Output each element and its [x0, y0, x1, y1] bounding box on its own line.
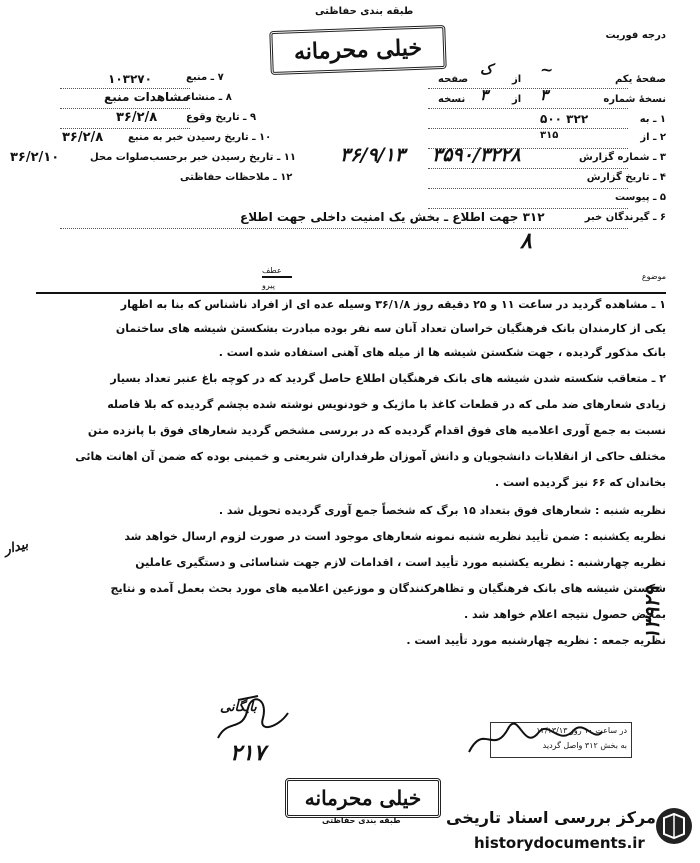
field-copy-of: از [512, 94, 522, 105]
body-line: بمحض حصول نتیجه اعلام خواهد شد . [464, 608, 666, 621]
handwritten-signature [208, 688, 298, 748]
watermark-title: مرکز بررسی اسناد تاریخی [446, 808, 656, 827]
signature-scribble [464, 712, 604, 762]
body-line: بانک مذکور گردیده ، جهت شکستن شیشه ها از میله های آهنی استفاده شده است . [218, 346, 666, 359]
classification-label: طبقه بندی حفاظتی [315, 6, 414, 17]
field-from-label: ۲ ـ از [640, 132, 666, 143]
body-line: ۲ ـ متعاقب شکسته شدن شیشه های بانک فرهنگیان اطلاع حاصل گردید که در کوچه باغ عنبر تعداد بسیار [110, 372, 666, 385]
field-page-label: صفحهٔ یکم [614, 74, 666, 85]
receipt-stamp-line1: در ساعت ۱۰ روز ۱۳/۱۳/۱۳ [536, 726, 627, 735]
atf-label: عطف [262, 266, 282, 275]
peyro-label: پیرو [262, 281, 275, 290]
field-copy-unit: نسخه [438, 94, 466, 105]
copy-mark-2: ۳ [480, 86, 489, 104]
field-source-value: ۱۰۳۲۷۰ [108, 72, 152, 86]
body-line: نظریه جمعه : نظریه چهارشنبه مورد تأیید است . [406, 634, 666, 647]
margin-note: بیدار [2, 537, 30, 558]
body-line: نظریه یکشنبه : ضمن تأیید نظریه شنبه نمونه شعارهای موجود است در صورت لزوم ارسال خواهد شد [124, 530, 666, 543]
body-line: یکی از کارمندان بانک فرهنگیان خراسان تعداد آنان سه نفر بوده مبادرت بشکستن شیشه های ساختمان [115, 322, 666, 335]
field-source-label: ۷ ـ منبع [186, 72, 224, 83]
field-report-date-value: ۳۶/۹/۱۳ [340, 144, 405, 166]
field-report-number-label: ۳ ـ شماره گزارش [579, 152, 666, 163]
subject-label: موضوع [641, 272, 666, 281]
field-attachment-label: ۵ ـ پیوست [614, 192, 666, 203]
page-mark: ~ [540, 60, 554, 79]
field-to-label: ۱ ـ به [639, 114, 666, 125]
field-report-date-label: ۴ ـ تاریخ گزارش [586, 172, 666, 183]
field-received-date-label: ۱۰ ـ تاریخ رسیدن خبر به منبع [128, 132, 272, 143]
field-copy-label: نسخهٔ شماره [603, 94, 666, 105]
field-origin-label: ۸ ـ منشاء [186, 92, 232, 103]
field-from-value: ۳۱۵ [540, 130, 559, 141]
signature-note: بایگانی [220, 700, 257, 715]
priority-label: درجه فوریت [605, 30, 666, 41]
margin-number: ۱۳۹۲۹ [640, 586, 664, 640]
bottom-stamp-caption: طبقه بندی حفاظتی [322, 816, 401, 825]
body-line: بخاندان که ۶۶ نیز گردیده است . [494, 476, 666, 489]
classified-stamp-top: خیلی محرمانه [269, 25, 446, 75]
watermark-url: historydocuments.ir [474, 834, 645, 852]
field-report-number-value: ۳۵۹۰/۳۲۲۸ [432, 144, 521, 166]
field-occurrence-date-value: ۳۶/۲/۸ [116, 110, 158, 125]
field-recipients-value: ۳۱۲ جهت اطلاع ـ بخش یک امنیت داخلی جهت اطلاع [240, 210, 545, 224]
body-line: شکستن شیشه های بانک فرهنگیان و تظاهرکنندگان و موزعین اعلامیه های مورد بحث بعمل آمده و نتایج [110, 582, 666, 595]
handwritten-8: ۸ [520, 228, 532, 254]
page-mark-2: ک [480, 62, 493, 78]
field-received-date-value: ۳۶/۲/۸ [62, 130, 104, 145]
body-line: زیادی شعارهای ضد ملی که در قطعات کاغذ با ماژیک و خودنویس نوشته شده بچشم گردیده که بلا فاصله [107, 398, 666, 411]
handwritten-217: ۲۱۷ [230, 740, 266, 766]
field-recipients-label: ۶ ـ گیرندگان خبر [584, 212, 666, 223]
archive-logo-icon [656, 808, 692, 844]
copy-mark: ۳ [540, 86, 549, 104]
body-line: نظریه چهارشنبه : نظریه یکشنبه مورد تأیید است ، اقدامات لازم جهت شناسائی و دستگیری عاملین [135, 556, 666, 569]
body-line: نسبت به جمع آوری اعلامیه های فوق اقدام گردیده که در بررسی مشخص گردید شعارهای فوق با پانزده متن [87, 424, 666, 437]
field-local-date-label: ۱۱ ـ تاریخ رسیدن خبر برحسب‌صلوات محل [90, 152, 297, 163]
field-to-value: ۳۲۲ ۵۰۰ [540, 112, 589, 126]
field-occurrence-date-label: ۹ ـ تاریخ وقوع [186, 112, 257, 123]
field-security-notes-label: ۱۲ ـ ملاحظات حفاظتی [180, 172, 293, 183]
classified-stamp-bottom: خیلی محرمانه [285, 778, 441, 818]
field-origin-value: مشاهدات منبع [104, 90, 190, 104]
body-line: ۱ ـ مشاهده گردید در ساعت ۱۱ و ۲۵ دقیقه روز ۳۶/۱/۸ وسیله عده ای از افراد ناشناس که بنا به اظهار [120, 298, 666, 311]
field-page-of: از [512, 74, 522, 85]
body-line: نظریه شنبه : شعارهای فوق بتعداد ۱۵ برگ که شخصاً جمع آوری گردیده تحویل شد . [218, 504, 666, 517]
body-line: مختلف حاکی از انقلابات دانشجویان و دانش آموزان طرفداران شریعتی و خمینی بوده که ضمن آن اهانت هائی [75, 450, 666, 463]
field-page-unit: صفحه [438, 74, 469, 85]
field-local-date-value: ۳۶/۲/۱۰ [10, 150, 60, 165]
receipt-stamp-line2: به بخش ۳۱۲ واصل گردید [542, 741, 627, 750]
